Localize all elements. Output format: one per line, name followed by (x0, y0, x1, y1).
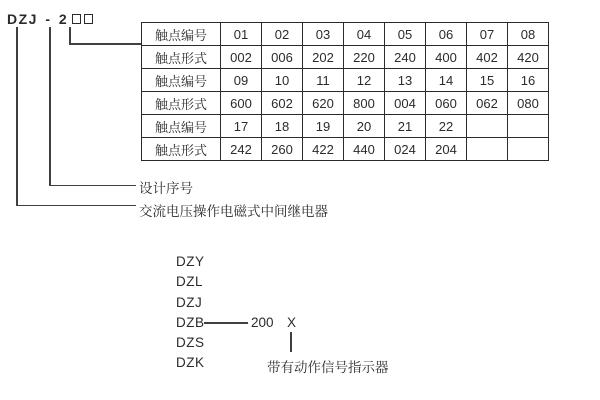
row-label: 触点形式 (142, 92, 221, 115)
table-cell: 422 (303, 138, 344, 161)
table-row (142, 115, 549, 138)
dzb-connector-line (204, 322, 248, 324)
table-cell: 10 (262, 69, 303, 92)
table-cell: 07 (467, 23, 508, 46)
table-cell: 21 (385, 115, 426, 138)
table-cell: 006 (262, 46, 303, 69)
dzb-variable: X (287, 315, 297, 330)
table-cell: 15 (467, 69, 508, 92)
table-row (142, 23, 549, 46)
table-cell: 13 (385, 69, 426, 92)
relay-callout-line-vertical (16, 27, 18, 206)
table-cell: 14 (426, 69, 467, 92)
table-cell (467, 138, 508, 161)
table-cell: 240 (385, 46, 426, 69)
row-label: 触点形式 (142, 46, 221, 69)
model-list-item: DZY (176, 254, 205, 269)
table-cell: 060 (426, 92, 467, 115)
table-cell: 420 (508, 46, 549, 69)
serial-callout-line-vertical (49, 27, 51, 186)
serial-callout-line-horizontal (49, 185, 136, 187)
table-cell: 204 (426, 138, 467, 161)
contact-table (141, 22, 549, 161)
table-cell: 062 (467, 92, 508, 115)
contact-table-body (142, 23, 549, 161)
table-cell: 400 (426, 46, 467, 69)
model-code (7, 11, 93, 27)
row-label: 触点编号 (142, 69, 221, 92)
table-cell: 01 (221, 23, 262, 46)
table-cell: 600 (221, 92, 262, 115)
table-row (142, 69, 549, 92)
table-cell: 19 (303, 115, 344, 138)
table-cell: 16 (508, 69, 549, 92)
table-cell: 20 (344, 115, 385, 138)
row-label: 触点形式 (142, 138, 221, 161)
table-cell: 08 (508, 23, 549, 46)
table-row (142, 92, 549, 115)
dzb-value: 200 (251, 315, 274, 330)
model-list-item: DZK (176, 355, 205, 371)
table-cell: 12 (344, 69, 385, 92)
model-list-item: DZS (176, 335, 205, 351)
table-cell: 024 (385, 138, 426, 161)
model-list-item: DZJ (176, 294, 203, 310)
table-cell: 17 (221, 115, 262, 138)
table-cell: 242 (221, 138, 262, 161)
indicator-note: 带有动作信号指示器 (267, 360, 389, 375)
table-cell: 18 (262, 115, 303, 138)
table-cell (508, 115, 549, 138)
table-cell: 06 (426, 23, 467, 46)
placeholder-box-icon (72, 14, 81, 24)
table-cell: 22 (426, 115, 467, 138)
row-label: 触点编号 (142, 115, 221, 138)
table-cell: 202 (303, 46, 344, 69)
table-cell: 080 (508, 92, 549, 115)
table-cell: 05 (385, 23, 426, 46)
table-cell: 602 (262, 92, 303, 115)
placeholder-box-icon (84, 14, 93, 24)
table-cell: 220 (344, 46, 385, 69)
relay-callout-line-horizontal (16, 205, 136, 207)
table-cell: 260 (262, 138, 303, 161)
table-cell: 402 (467, 46, 508, 69)
table-cell: 620 (303, 92, 344, 115)
table-cell: 440 (344, 138, 385, 161)
table-cell: 800 (344, 92, 385, 115)
model-list-item: DZB (176, 314, 205, 330)
table-cell (467, 115, 508, 138)
indicator-connector-line (290, 332, 292, 352)
model-list (176, 252, 205, 374)
model-code-text: DZJ - 2 (7, 11, 69, 27)
callout-design-serial: 设计序号 (139, 181, 193, 196)
table-cell: 11 (303, 69, 344, 92)
table-cell: 03 (303, 23, 344, 46)
table-row (142, 46, 549, 69)
table-callout-line-horizontal (69, 43, 142, 45)
table-callout-line-vertical (69, 27, 71, 44)
table-cell (508, 138, 549, 161)
table-cell: 004 (385, 92, 426, 115)
table-cell: 002 (221, 46, 262, 69)
row-label: 触点编号 (142, 23, 221, 46)
table-cell: 02 (262, 23, 303, 46)
table-cell: 09 (221, 69, 262, 92)
table-row (142, 138, 549, 161)
table-cell: 04 (344, 23, 385, 46)
model-list-item: DZL (176, 274, 204, 290)
callout-relay-description: 交流电压操作电磁式中间继电器 (139, 204, 328, 219)
